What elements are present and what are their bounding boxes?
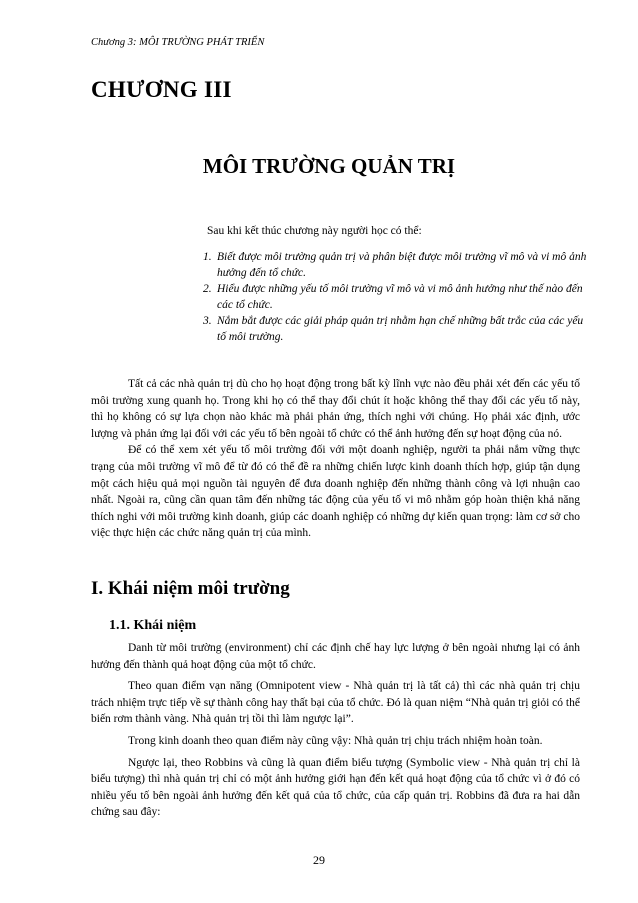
learning-objectives — [203, 225, 588, 345]
running-header: Chương 3: MÔI TRƯỜNG PHÁT TRIỂN — [91, 37, 265, 48]
section-paragraph: Theo quan điểm vạn năng (Omnipotent view - Nhà quản trị là tất cả) thì các nhà quản trị chịu trách nhiệm trực tiếp về sự thành công hay thất bại của tổ chức. Đó là quan niệm “Nhà quản trị giỏi có thể biến rơm thành vàng. Nhà quản trị tồi thì làm ngược lại”. — [91, 680, 580, 726]
objective-number: 3. — [203, 315, 212, 327]
objective-text: Nắm bắt được các giải pháp quản trị nhằm hạn chế những bất trắc của các yếu tố môi trường. — [217, 315, 584, 343]
intro-paragraph: Tất cả các nhà quản trị dù cho họ hoạt động trong bất kỳ lĩnh vực nào đều phải xét đến các yếu tố môi trường xung quanh họ. Trong khi họ có thể thay đổi chút ít hoặc không thể thay đổi các yếu tố này, thì họ không có sự lựa chọn nào khác mà phải phản ứng, thích nghi với chúng. Họ phải xác định, ước lượng và phản ứng lại đối với các yếu tố bên ngoài tổ chức có thể ảnh hưởng đến sự hoạt động của nó. — [91, 378, 580, 440]
section-heading: I. Khái niệm môi trường — [91, 578, 290, 599]
objectives-list — [203, 249, 588, 345]
objective-item — [203, 313, 588, 345]
intro-paragraph: Để có thể xem xét yếu tố môi trường đối với một doanh nghiệp, người ta phải nắm vững thực trạng của môi trường vĩ mô để từ đó có thể đề ra những chiến lược kinh doanh thích hợp, giúp tận dụng một cách hiệu quả mọi nguồn tài nguyên để đưa doanh nghiệp đến những thành công và lợi nhuận cao nhất. Ngoài ra, cũng cần quan tâm đến những tác động của yếu tố vi mô nhằm góp hoàn thiện khả năng thích nghi với môi trường kinh doanh, giúp các doanh nghiệp có những dự kiến quan trọng: làm cơ sở cho việc thực hiện các chức năng quản trị của mình. — [91, 444, 580, 540]
section-paragraph: Trong kinh doanh theo quan điểm này cũng vậy: Nhà quản trị chịu trách nhiệm hoàn toàn. — [128, 734, 543, 747]
objective-text: Hiểu được những yếu tố môi trường vĩ mô và vi mô ảnh hưởng như thế nào đến các tổ chức. — [217, 283, 583, 311]
objective-text: Biết được môi trường quản trị và phân biệt được môi trường vĩ mô và vi mô ảnh hưởng đến tổ chức. — [217, 251, 587, 279]
subsection-heading: 1.1. Khái niệm — [109, 618, 197, 633]
objectives-intro: Sau khi kết thúc chương này người học có thể: — [207, 225, 422, 237]
objective-item — [203, 281, 588, 313]
chapter-title: CHƯƠNG III — [91, 77, 232, 102]
objective-number: 2. — [203, 283, 212, 295]
objective-item — [203, 249, 588, 281]
main-title: MÔI TRƯỜNG QUẢN TRỊ — [202, 154, 456, 178]
page-number: 29 — [313, 853, 325, 867]
intro-text — [91, 376, 580, 542]
section-paragraph: Ngược lại, theo Robbins và cũng là quan điểm biểu tượng (Symbolic view - Nhà quản trị chỉ là biểu tượng) thì nhà quản trị chỉ có một ảnh hưởng giới hạn đến kết quả hoạt động của tổ chức vì ở đó có nhiều yếu tố bên ngoài ảnh hưởng đến kết quả của tổ chức, của cấp quản trị. Robbins đã đưa ra hai dẫn chứng sau đây: — [91, 756, 580, 819]
objective-number: 1. — [203, 251, 212, 263]
section-paragraph: Danh từ môi trường (environment) chỉ các định chế hay lực lượng ở bên ngoài nhưng lại có ảnh hưởng đến thành quả hoạt động của một tổ chức. — [91, 642, 580, 671]
section-text — [91, 640, 580, 826]
